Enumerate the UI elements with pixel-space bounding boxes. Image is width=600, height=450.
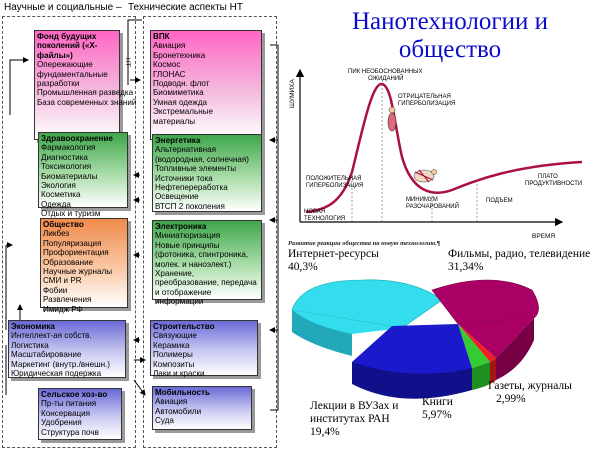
phase-label-trough: МИНИМУМ РАЗОЧАРОВАНИЙ [406,197,459,210]
list-item: Логистика [11,340,49,350]
box-electronics [152,220,262,307]
box-agriculture-title: Сельское хоз-во [41,390,108,399]
list-item: Керамика [153,340,190,350]
list-item: Одежда [41,199,71,209]
y-axis-label: ШУМИХА [289,79,296,108]
header-technical-label: Технические аспекты НТ [128,2,243,13]
list-item: Биоматериалы [41,171,98,181]
pie-label-lectures-value: 19,4% [310,426,340,438]
list-item: Полимеры [153,350,193,360]
list-item: Источники тока [155,173,213,183]
list-item: Космос [153,60,181,70]
pie-label-newspapers [488,380,572,406]
pie-label-lectures-line1: Лекции в ВУЗах и [310,400,399,412]
pie-label-internet-value: 40,3% [288,261,318,273]
box-economy [8,320,126,378]
list-item: ВТСП 2 поколения [155,201,225,211]
list-item: Композиты [153,359,195,369]
list-item: Консервация [41,408,90,418]
box-energy-title: Энергетика [155,136,201,145]
list-item: Авиация [155,397,188,407]
phase-label-slope: ПОДЪЕМ [486,198,513,204]
list-item: Профориентация [43,248,109,258]
list-item: Пр-ты питания [41,399,97,409]
phase-label-negative: ОТРИЦАТЕЛЬНАЯ ГИПЕРБОЛИЗАЦИЯ [398,94,456,107]
box-agriculture [38,388,122,440]
list-item: Имидж РФ [43,304,83,314]
hype-caption: Развитие реакции общества на новую технологию.¶ [288,240,441,247]
box-electronics-title: Электроника [155,222,207,231]
list-item: Популяризация [43,238,102,248]
box-energy [152,134,262,212]
list-item: Суда [155,416,174,426]
pie-label-films [448,248,590,274]
list-item: Образование [43,257,94,267]
x-axis-label: ВРЕМЯ [532,233,556,240]
header-social-label: Научные и социальные [4,2,114,13]
list-item: Биомиметика [153,88,204,98]
pie-label-books-value: 5,97% [422,409,452,421]
phase-label-positive: ПОЛОЖИТЕЛЬНАЯ ГИПЕРБОЛИЗАЦИЯ [306,176,364,189]
box-healthcare [38,132,128,219]
page-title-line2: общество [398,36,502,63]
list-item: Бронетехника [153,50,206,60]
list-item: Структура почв [41,427,99,437]
list-item: Авиация [153,41,186,51]
pie-label-films-name: Фильмы, радио, телевидение [448,248,591,260]
list-item: Масштабирование [11,350,82,360]
list-item: Новые принципы (фотоника, спинтроника, молек. и наноэлект.) [155,240,249,269]
pie-label-films-value: 31,34% [448,261,484,273]
list-item: Токсикология [41,162,92,172]
list-item: Ликбез [43,229,70,239]
pie-slice-films [432,280,539,324]
pie-label-lectures-line2: институтах РАН [310,413,390,425]
figure-falling-icon [388,107,396,131]
list-item: Промышленная разведка [37,88,134,98]
header-dash: – [116,2,122,13]
list-item: ГЛОНАС [153,69,186,79]
page-title-line1: Нанотехнологии и [351,8,549,35]
box-defense-title: ВПК [153,32,170,41]
list-item: Интеллект-ая собств. [11,331,92,341]
list-item: Лаки и краски [153,369,205,379]
list-item: Экология [41,181,76,191]
box-construction-title: Строительство [153,322,215,331]
pie-label-books [422,396,453,422]
list-item: Связующие [153,331,197,341]
box-healthcare-title: Здравоохранение [41,134,113,143]
box-future-generations [34,30,137,140]
list-item: Освещение [155,192,199,202]
list-item: Топливные элементы [155,164,237,174]
list-item: Умная одежда [153,97,208,107]
list-item: Нефтепереработка [155,183,228,193]
list-item: Научные журналы [43,267,113,277]
list-item: Автомобили [155,406,202,416]
list-item: Хранение, преобразование, передача и отображение информации [155,269,257,307]
pie-label-internet [288,248,379,274]
hype-cycle-diagram [282,62,600,240]
phase-label-plateau: ПЛАТО ПРОДУКТИВНОСТИ [525,174,583,187]
list-item: Экстремальные материалы [153,107,213,126]
list-item: Удобрения [41,418,82,428]
pie-label-newspapers-value: 2,99% [496,393,526,405]
pie-label-lectures [310,400,398,439]
list-item: Косметика [41,190,81,200]
box-economy-title: Экономика [11,322,55,331]
phase-label-trigger: НОВАЯ ТЕХНОЛОГИЯ [304,209,346,222]
list-item: СМИ и PR [43,276,82,286]
nt-small-label: НТ [124,58,131,67]
list-item: Юридическая подержка [11,369,102,379]
list-item: Фармакология [41,143,96,153]
pie-label-newspapers-name: Газеты, журналы [488,380,572,392]
list-item: Диагностика [41,152,88,162]
phase-label-peak: ПИК НЕОБОСНОВАННЫХ ОЖИДАНИЙ [348,69,423,82]
figure-climbing-icon [414,170,437,183]
list-item: Миниатюризация [155,231,221,241]
box-construction [150,320,258,379]
box-society [40,218,128,314]
pie-label-books-name: Книги [422,396,453,408]
box-mobility-title: Мобильность [155,388,210,397]
box-mobility [152,386,252,430]
list-item: Развлечения [43,295,92,305]
list-item: Альтернативная (водородная, солнечная) [155,145,250,164]
pie-label-internet-name: Интернет-ресурсы [288,248,379,260]
list-item: База современных знаний [37,97,137,107]
box-defense [150,30,262,140]
list-item: Маркетинг (внутр./внешн.) [11,359,110,369]
box-society-title: Общество [43,220,84,229]
list-item: Фобии [43,285,68,295]
box-future-generations-title: Фонд будущих поколений («Х-файлы») [37,32,98,60]
list-item: Опережающие фундаментальные разработки [37,60,108,89]
list-item: Отдых и туризм [41,209,101,219]
list-item: Подводн. флот [153,79,210,89]
